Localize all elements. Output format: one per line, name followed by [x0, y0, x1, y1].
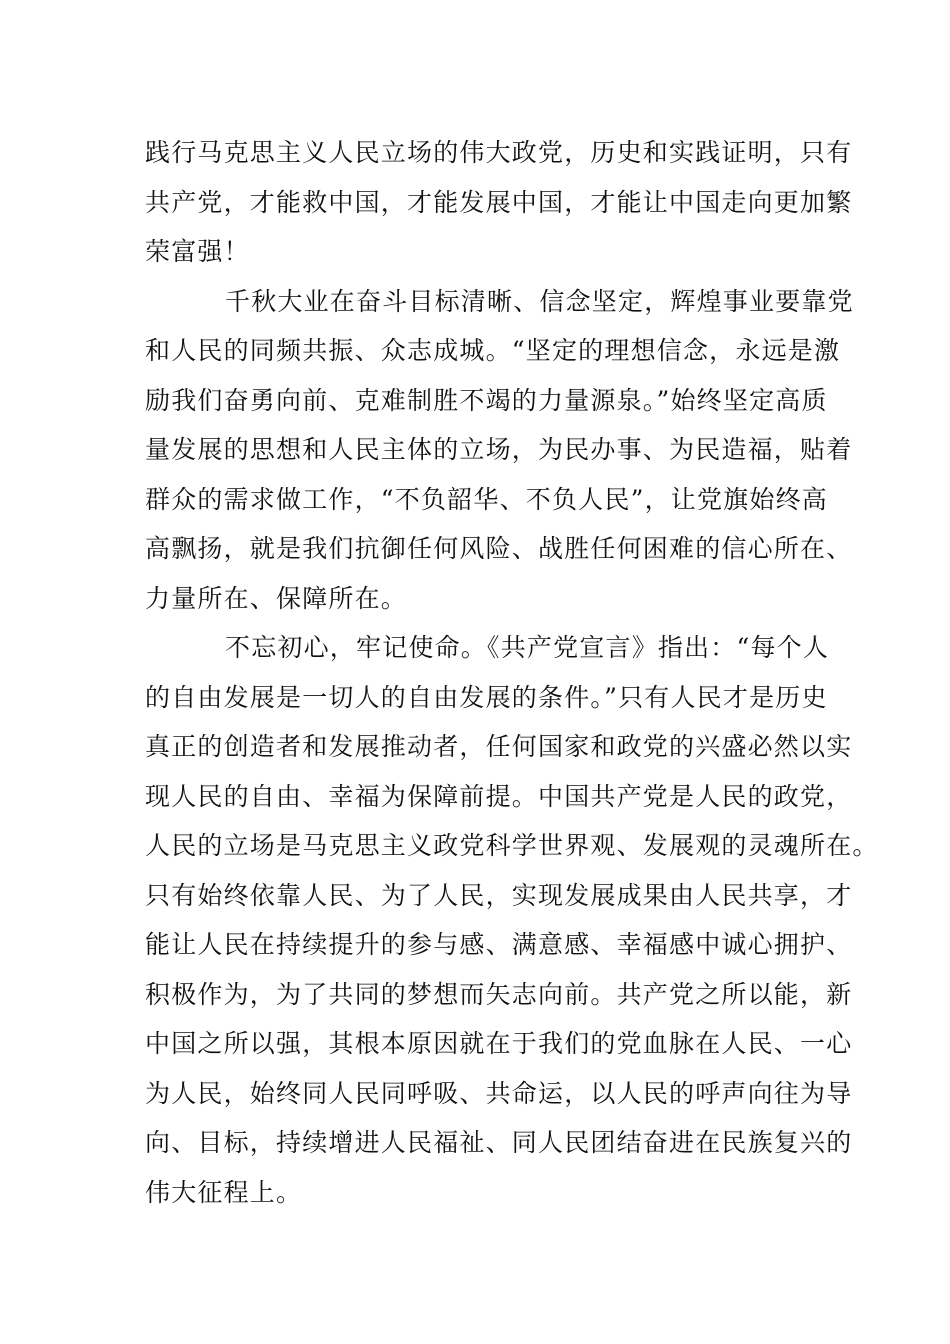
- text-line: 只有始终依靠人民、为了人民，实现发展成果由人民共享，才: [145, 880, 853, 910]
- text-line: 千秋大业在奋斗目标清晰、信念坚定，辉煌事业要靠党: [225, 286, 854, 316]
- paragraph-3: [145, 623, 879, 1217]
- text-line: 荣富强！: [145, 237, 250, 266]
- text-line: 现人民的自由、幸福为保障前提。中国共产党是人民的政党，: [145, 781, 853, 811]
- text-line: 真正的创造者和发展推动者，任何国家和政党的兴盛必然以实: [145, 732, 853, 761]
- text-line: 的自由发展是一切人的自由发展的条件。”只有人民才是历史: [145, 682, 828, 712]
- text-line: 践行马克思主义人民立场的伟大政党，历史和实践证明，只有: [145, 138, 853, 167]
- text-line: 和人民的同频共振、众志成城。“坚定的理想信念，永远是激: [145, 336, 841, 365]
- text-line: 向、目标，持续增进人民福祉、同人民团结奋进在民族复兴的: [145, 1128, 853, 1157]
- text-line: 量发展的思想和人民主体的立场，为民办事、为民造福，贴着: [145, 435, 853, 464]
- text-line: 能让人民在持续提升的参与感、满意感、幸福感中诚心拥护、: [145, 930, 853, 959]
- text-line: 群众的需求做工作，“不负韶华、不负人民”，让党旗始终高: [145, 484, 828, 514]
- paragraph-1: [145, 128, 853, 277]
- text-line: 共产党，才能救中国，才能发展中国，才能让中国走向更加繁: [145, 187, 853, 217]
- paragraph-2: [145, 277, 854, 624]
- document-body: [145, 128, 879, 1217]
- text-line: 力量所在、保障所在。: [145, 583, 408, 613]
- text-line: 不忘初心，牢记使命。《共产党宣言》指出：“每个人: [225, 633, 830, 662]
- text-line: 人民的立场是马克思主义政党科学世界观、发展观的灵魂所在。: [145, 831, 879, 860]
- text-line: 伟大征程上。: [145, 1177, 303, 1207]
- text-line: 积极作为，为了共同的梦想而矢志向前。共产党之所以能，新: [145, 979, 853, 1009]
- text-line: 励我们奋勇向前、克难制胜不竭的力量源泉。”始终坚定高质: [145, 385, 828, 415]
- text-line: 中国之所以强，其根本原因就在于我们的党血脉在人民、一心: [145, 1029, 853, 1058]
- text-line: 高飘扬，就是我们抗御任何风险、战胜任何困难的信心所在、: [145, 534, 853, 563]
- text-line: 为人民，始终同人民同呼吸、共命运，以人民的呼声向往为导: [145, 1078, 853, 1108]
